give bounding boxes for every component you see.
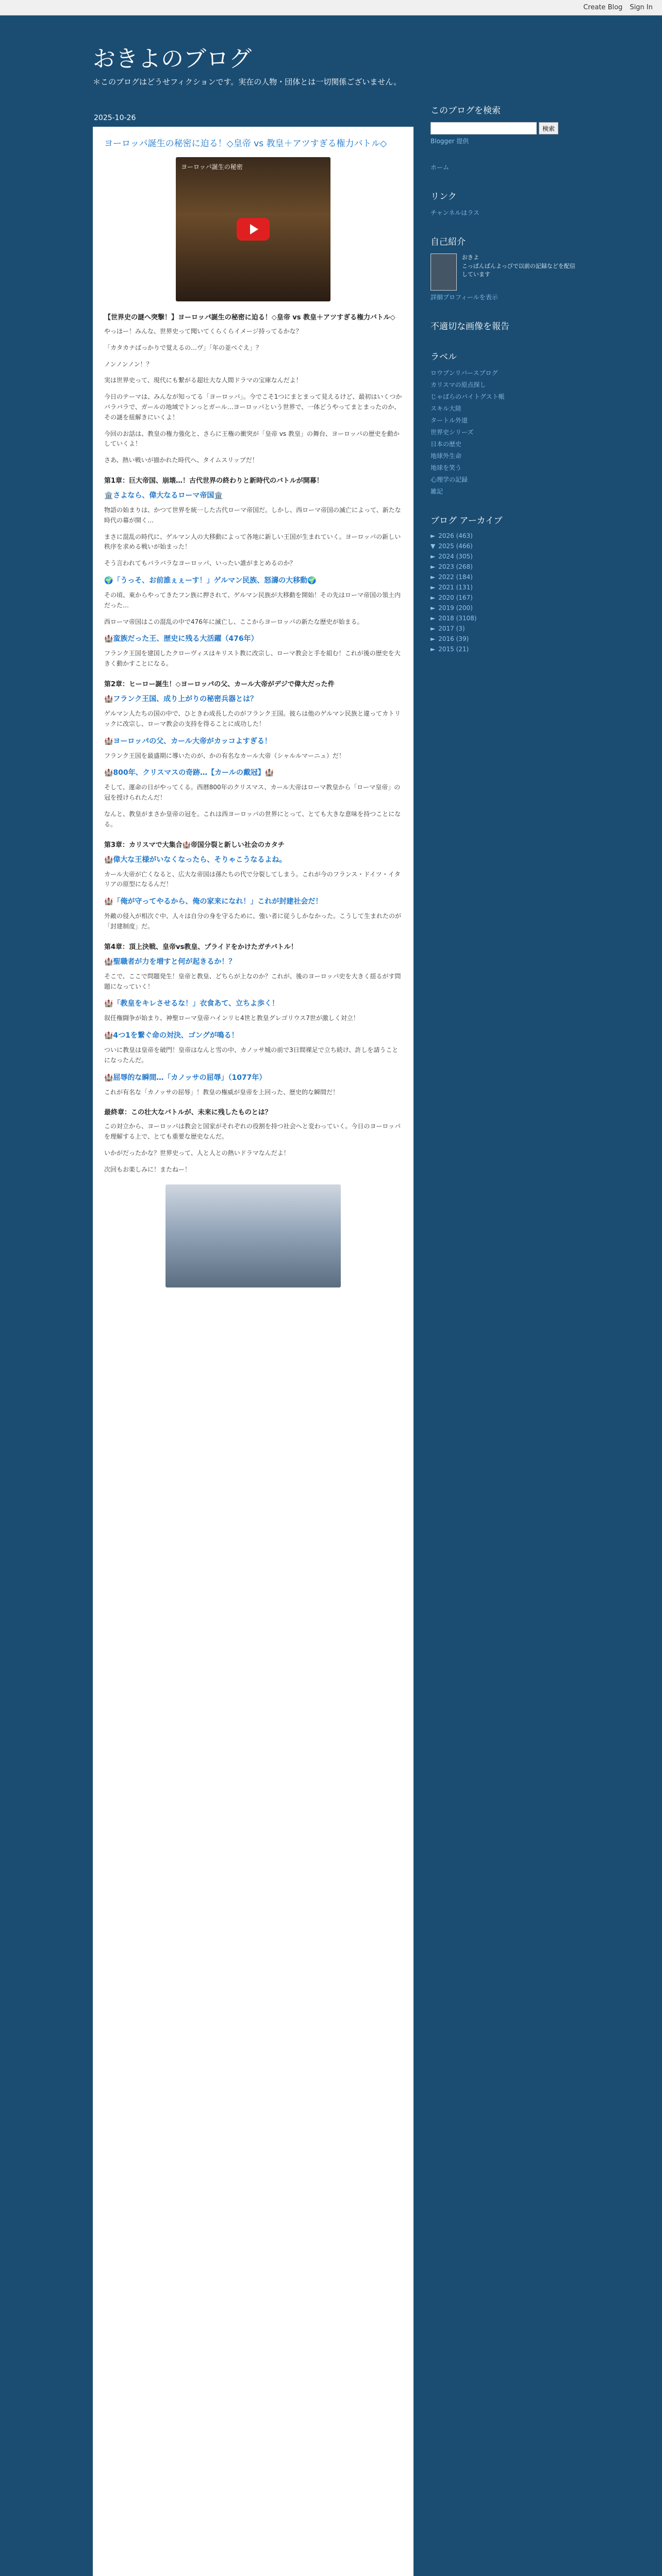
date-header: 2025-10-26: [94, 114, 136, 122]
chevron-right-icon[interactable]: ►: [431, 635, 436, 642]
archive-item[interactable]: [431, 584, 577, 591]
paragraph: その頃、東からやってきたフン族に押されて、ゲルマン民族が大移動を開始！その先はローマ帝国の領土内だった…: [104, 591, 401, 609]
paragraph: これが有名な「カノッサの屈辱」！教皇の権威が皇帝を上回った、歴史的な瞬間だ！: [104, 1088, 339, 1096]
archive-title: ブログ アーカイブ: [431, 516, 503, 526]
blog-description: ＊このブログはどうせフィクションです。実在の人物・団体とは一切関係ございません。: [93, 77, 402, 87]
section-heading: 🏰フランク王国、成り上がりの秘密兵器とは？: [104, 694, 258, 703]
paragraph: そこで、ここで問題発生！皇帝と教皇、どちらが上なのか？これが、後のヨーロッパ史を大きく揺るがす問題になっていく！: [104, 972, 401, 990]
archive-year[interactable]: 2016 (39): [438, 635, 469, 642]
paragraph: フランク王国を建国したクローヴィスはキリスト教に改宗し、ローマ教会と手を組む！これが後の歴史を大きく動かすことになる。: [104, 650, 401, 668]
section-heading: 🏰屈辱的な瞬間…「カノッサの屈辱」（1077年）: [104, 1073, 267, 1082]
paragraph: まさに混乱の時代に、ゲルマン人の大移動によって各地に新しい王国が生まれていく。ヨーロッパの新しい秩序を求める戦いが始まった！: [104, 533, 401, 551]
paragraph: 実は世界史って、現代にも繋がる超壮大な人間ドラマの宝庫なんだよ！: [104, 377, 302, 384]
archive-year[interactable]: 2021 (131): [438, 584, 473, 591]
post-image[interactable]: [166, 1184, 341, 1287]
chevron-right-icon[interactable]: ►: [431, 615, 436, 622]
chevron-right-icon[interactable]: ►: [431, 646, 436, 653]
archive-year[interactable]: 2023 (268): [438, 563, 473, 570]
report-abuse-link[interactable]: 不適切な画像を報告: [431, 321, 509, 332]
archive-item[interactable]: [431, 604, 577, 612]
chevron-right-icon[interactable]: ►: [431, 553, 436, 560]
section-heading: 🏰聖職者が力を増すと何が起きるか！？: [104, 957, 236, 966]
main-wrapper: [0, 103, 662, 2576]
chevron-right-icon[interactable]: ►: [431, 563, 436, 570]
archive-list: [431, 532, 577, 653]
report-widget: [431, 319, 577, 332]
search-input[interactable]: [431, 122, 537, 134]
paragraph: いかがだったかな？世界史って、人と人との熱いドラマなんだよ！: [104, 1149, 290, 1157]
archive-year[interactable]: 2018 (3108): [438, 615, 477, 622]
chevron-right-icon[interactable]: ►: [431, 625, 436, 632]
chevron-right-icon[interactable]: ►: [431, 584, 436, 591]
paragraph: そう言われてもバラバラなヨーロッパ、いったい誰がまとめるのか？: [104, 560, 296, 567]
archive-item[interactable]: [431, 563, 577, 570]
post-title[interactable]: ヨーロッパ誕生の秘密に迫る！◇皇帝 vs 教皇＋アツすぎる権力バトル◇: [104, 139, 387, 149]
archive-year[interactable]: 2020 (167): [438, 594, 473, 601]
profile-link[interactable]: 詳細プロフィールを表示: [431, 294, 498, 301]
paragraph: さあ、熱い戦いが描かれた時代へ、タイムスリップだ！: [104, 456, 258, 464]
paragraph: フランク王国を最盛期に導いたのが、かの有名なカール大帝（シャルルマーニュ）だ！: [104, 752, 345, 759]
archive-item[interactable]: [431, 646, 577, 653]
chapter-heading: 第4章：頂上決戦、皇帝vs教皇、プライドをかけたガチバトル！: [104, 943, 297, 951]
label-item[interactable]: スキル大陸: [431, 405, 461, 412]
archive-year[interactable]: 2024 (305): [438, 553, 473, 560]
chapter-heading: 第1章：巨大帝国、崩壊…！古代世界の終わりと新時代のバトルが開幕！: [104, 477, 323, 485]
profile-text: こっぱんばんよっびで以前の記録などを配信しています: [461, 262, 575, 278]
section-heading: 🏰蛮族だった王、歴史に残る大活躍（476年）: [104, 635, 258, 643]
search-widget: [431, 103, 577, 145]
paragraph: 今回のお話は、教皇の権力強化と、さらに王権の衝突が「皇帝 vs 教皇」の舞台、ヨーロッパの歴史を動かしていくよ！: [104, 430, 400, 448]
labels-widget: [431, 349, 577, 496]
section-heading: 🏰偉大な王様がいなくなったら、そりゃこうなるよね。: [104, 855, 287, 864]
section-heading: 🏰4つ1を繋ぐ命の対決、ゴングが鳴る！: [104, 1031, 239, 1040]
archive-item[interactable]: [431, 625, 577, 632]
paragraph: なんと、教皇がまさか皇帝の冠を。これは西ヨーロッパの世界にとって、とても大きな意味を持つことになる。: [104, 810, 401, 828]
profile-title: 自己紹介: [431, 237, 466, 247]
archive-item[interactable]: [431, 635, 577, 642]
pages-widget: [431, 163, 577, 172]
archive-item[interactable]: [431, 543, 577, 550]
section-heading: 🏰800年、クリスマスの奇跡…【カールの戴冠】🏰: [104, 769, 274, 777]
label-item[interactable]: 地球外生命: [431, 452, 462, 460]
sidebar: [431, 103, 577, 670]
label-list: [431, 368, 577, 496]
paragraph: 今日のテーマは、みんなが知ってる「ヨーロッパ」。今でこそ1つにまとまって見えるけど、最初はいくつかバラバラで、ガールの地域でトンっとガール…ヨーロッパという世界で、一体どうやってまとまったのか、その謎を紐解きにいくよ！: [104, 393, 402, 421]
label-item[interactable]: 地球を笑う: [431, 464, 462, 471]
archive-year[interactable]: 2026 (463): [438, 532, 473, 539]
channel-link[interactable]: チャンネルはラス: [431, 209, 479, 216]
search-button[interactable]: 検索: [539, 122, 558, 134]
chapter-heading: 最終章：この壮大なバトルが、未来に残したものとは？: [104, 1109, 272, 1117]
paragraph: この対立から、ヨーロッパは教会と国家がそれぞれの役割を持つ社会へと変わっていく。今日のヨーロッパを理解する上で、とても重要な歴史なんだ。: [104, 1123, 401, 1141]
archive-year[interactable]: 2019 (200): [438, 604, 473, 612]
paragraph: ノンノンノン！？: [104, 360, 153, 368]
post-body: [93, 127, 413, 2576]
home-page-link[interactable]: ホーム: [431, 164, 450, 171]
search-title: このブログを検索: [431, 106, 501, 116]
label-item[interactable]: ロウブンリバースブログ: [431, 369, 498, 377]
chevron-right-icon[interactable]: ►: [431, 604, 436, 612]
links-widget: [431, 189, 577, 217]
create-blog-link[interactable]: Create Blog: [583, 4, 623, 11]
links-title: リンク: [431, 192, 457, 202]
chapter-heading: 第3章：カリスマで大集合🏰帝国分裂と新しい社会のカタチ: [104, 841, 285, 849]
avatar[interactable]: [431, 253, 457, 291]
paragraph: そして、運命の日がやってくる。西暦800年のクリスマス、カール大帝はローマ教皇から「ローマ皇帝」の冠を授けられたんだ！: [104, 784, 401, 802]
embedded-video[interactable]: [176, 157, 330, 301]
section-heading: 🏰「教皇をキレさせるな！」衣食あて、立ちよ歩く！: [104, 999, 279, 1008]
section-heading: 🏰「俺が守ってやるから、俺の家来になれ！」これが封建社会だ！: [104, 897, 323, 906]
archive-widget: [431, 513, 577, 653]
archive-year[interactable]: 2022 (184): [438, 573, 473, 581]
label-item[interactable]: 世界史シリーズ: [431, 429, 474, 436]
label-item[interactable]: カリスマの原点探し: [431, 381, 486, 388]
sign-in-link[interactable]: Sign In: [630, 4, 653, 11]
search-powered[interactable]: Blogger 提供: [431, 138, 469, 145]
video-title: ヨーロッパ誕生の秘密: [181, 163, 243, 171]
paragraph: 次回もお楽しみに！またねー！: [104, 1165, 191, 1173]
paragraph: 物語の始まりは、かつて世界を統一した古代ローマ帝国だ。しかし、西ローマ帝国の滅亡によって、新たな時代の幕が開く…: [104, 506, 401, 524]
label-item[interactable]: じゃばらのバイトグスト帳: [431, 393, 505, 400]
labels-title: ラベル: [431, 352, 457, 362]
profile-widget: [431, 234, 577, 301]
label-item[interactable]: 日本の歴史: [431, 440, 462, 448]
label-item[interactable]: 心理学の記録: [431, 476, 468, 483]
chapter-heading: 第2章：ヒーロー誕生！◇ヨーロッパの父、カール大帝がデジで偉大だった件: [104, 680, 335, 688]
section-heading: 🏛️さよなら、偉大なるローマ帝国🏛️: [104, 491, 223, 500]
paragraph: 叙任権闘争が始まり、神聖ローマ皇帝ハインリヒ4世と教皇グレゴリウス7世が激しく対立！: [104, 1014, 359, 1022]
chevron-right-icon[interactable]: ►: [431, 573, 436, 581]
paragraph: ゲルマン人たちの国の中で、ひときわ成長したのがフランク王国。彼らは他のゲルマン民族と違ってカトリックに改宗し、ローマ教会の支持を得ることに成功した！: [104, 709, 401, 727]
chevron-down-icon[interactable]: ▼: [431, 543, 436, 550]
label-item[interactable]: タートル外道: [431, 417, 468, 424]
archive-item[interactable]: [431, 594, 577, 601]
archive-item[interactable]: [431, 573, 577, 581]
archive-year[interactable]: 2025 (466): [438, 543, 473, 550]
post-heading: 【世界史の謎へ突撃！】ヨーロッパ誕生の秘密に迫る！◇皇帝 vs 教皇＋アツすぎる権力バトル◇: [104, 314, 395, 321]
chevron-right-icon[interactable]: ►: [431, 594, 436, 601]
play-icon[interactable]: [237, 218, 270, 241]
paragraph: 西ローマ帝国はこの混乱の中で476年に滅亡し、ここからヨーロッパの新たな歴史が始まる。: [104, 618, 363, 625]
chevron-right-icon[interactable]: ►: [431, 532, 436, 539]
section-heading: 🏰ヨーロッパの父、カール大帝がカッコよすぎる！: [104, 737, 272, 745]
archive-item[interactable]: [431, 615, 577, 622]
paragraph: カール大帝が亡くなると、広大な帝国は孫たちの代で分裂してしまう。これが今のフランス・ドイツ・イタリアの原型になるんだ！: [104, 870, 401, 888]
blog-header: [0, 15, 662, 103]
blogger-navbar: [0, 0, 662, 15]
section-heading: 🌍「うっそ、お前誰ぇぇーす！」ゲルマン民族、怒濤の大移動🌍: [104, 576, 317, 585]
paragraph: 「カタカナばっかりで覚えるの…ヴ」「年の並べぐえ」？: [104, 344, 262, 351]
archive-year[interactable]: 2017 (3): [438, 625, 465, 632]
archive-year[interactable]: 2015 (21): [438, 646, 469, 653]
profile-name[interactable]: おきよ: [461, 254, 479, 261]
archive-item[interactable]: [431, 553, 577, 560]
paragraph: 外敵の侵入が相次ぐ中、人々は自分の身を守るために、強い者に従うしかなかった。こうして生まれたのが「封建制度」だ。: [104, 912, 402, 930]
label-item[interactable]: 雑記: [431, 488, 443, 495]
archive-item[interactable]: [431, 532, 577, 539]
paragraph: やっほー！みんな、世界史って聞いてくらくらイメージ持ってるかな？: [104, 328, 302, 335]
paragraph: ついに教皇は皇帝を破門！皇帝はなんと雪の中、カノッサ城の前で3日間裸足で立ち続け、許しを請うことになったんだ。: [104, 1046, 399, 1064]
blog-title[interactable]: おきよのブログ: [93, 46, 252, 72]
